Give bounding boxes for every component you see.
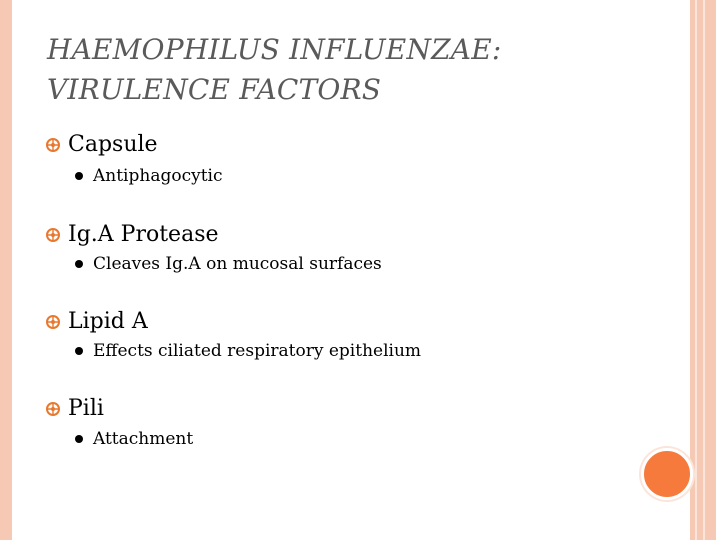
sub-bullet-label: Cleaves Ig.A on mucosal surfaces <box>93 254 382 274</box>
border-line <box>703 0 705 540</box>
sub-bullet-item <box>75 341 421 361</box>
slide-title-line: HAEMOPHILUS INFLUENZAE: <box>47 33 502 66</box>
dot-bullet-icon <box>75 435 83 443</box>
flower-bullet-icon <box>46 402 60 416</box>
slide-title-line: VIRULENCE FACTORS <box>47 73 382 106</box>
flower-bullet-icon <box>46 138 60 152</box>
bullet-item-pili <box>46 396 104 421</box>
bullet-item-lipid-a <box>46 309 148 334</box>
bullet-label: Lipid A <box>68 309 148 334</box>
bullet-label: Pili <box>68 396 104 421</box>
slide-title <box>47 30 647 110</box>
flower-bullet-icon <box>46 315 60 329</box>
bullet-label: Ig.A Protease <box>68 222 219 247</box>
sub-bullet-label: Effects ciliated respiratory epithelium <box>93 341 422 361</box>
dot-bullet-icon <box>75 260 83 268</box>
sub-bullet-label: Attachment <box>93 429 194 449</box>
sub-bullet-item <box>75 429 193 449</box>
dot-bullet-icon <box>75 172 83 180</box>
decorative-circle <box>641 448 693 500</box>
flower-bullet-icon <box>46 228 60 242</box>
border-line <box>695 0 697 540</box>
left-border-decoration <box>0 0 12 540</box>
bullet-item-iga-protease <box>46 222 219 247</box>
dot-bullet-icon <box>75 347 83 355</box>
sub-bullet-label: Antiphagocytic <box>93 166 223 186</box>
sub-bullet-item <box>75 254 382 274</box>
bullet-item-capsule <box>46 132 158 157</box>
bullet-label: Capsule <box>68 132 158 157</box>
sub-bullet-item <box>75 166 223 186</box>
